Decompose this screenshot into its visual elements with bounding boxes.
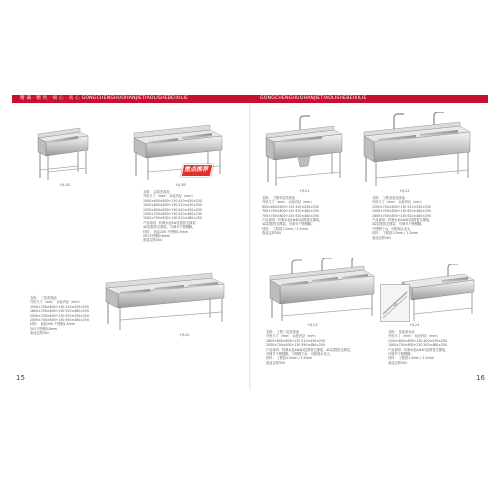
product-code-p6: HJ-23 xyxy=(308,323,318,327)
product-code-p7: HJ-24 xyxy=(410,323,420,327)
spec-block-p7: 名称： 单星流水池 外形尺寸（mm） 水池内径（mm） 1200×600×800+130 400×430×250 1500×700×800+130 500×480×250 产品说明：机制水池4#4D层圆管支撑架， 可调节不锈钢脚。 材料： 工程款1.2mm / 1.5mm 欢迎定制304 xyxy=(388,330,449,365)
product-image-single-flow-sink xyxy=(398,264,478,322)
product-code-p1: HJ-1B xyxy=(60,183,70,187)
product-image-engineering-single-sink xyxy=(262,114,346,188)
product-image-engineering-triple-sink xyxy=(266,258,378,322)
header-text-left: 精 确 · 精 致 · 细 心 · 真 心 GONGCHENGHUOHANJIETIAOLISHEBEIXILIE xyxy=(20,96,189,101)
product-code-p3: HJ-21 xyxy=(300,189,310,193)
product-code-p5: HJ-20 xyxy=(180,333,190,337)
product-code-p4: HJ-22 xyxy=(400,189,410,193)
product-image-single-sink xyxy=(34,124,92,182)
page-gutter xyxy=(249,103,251,390)
spec-block-p5: 名称： 三星洗涤池 外形尺寸（mm） 水池内径（mm） 1500×700×800+130 410×430×250 1800×700×800+130 510×480×250 2000×700×800+130 610×430×250 2000×700×800+130 590×480×250 材料： 面品200 不锈钢1.5mm 201不锈钢0.8mm 欢迎定制304 xyxy=(30,296,89,336)
product-image-engineering-double-sink xyxy=(360,112,476,188)
page-number-right: 16 xyxy=(476,374,485,382)
spec-block-p6: 名称： 工程三星洗涤池 外形尺寸（mm） 水池内径（mm） 1800×600×800+130 510×430×250 2000×700×800+130 590×480×250 产品说明：机制水池4#4D层圆管支撑架，4D层圆管支撑架， 可调节不锈钢脚，不锈钢下水，可配制水龙头。 材料： 工程款1.2mm / 1.5mm 欢迎定制304 xyxy=(266,330,353,365)
spec-block-p2: 名称： 双星洗涤池 外形尺寸（mm） 水池内径（mm） 1000×600×800+130 410×430×250 1000×600×800+130 510×430×250 1200×600×800+130 610×430×250 1500×700×800+130 510×480×250 1500×700×800+130 610×480×250 产品说明：机制水池4#底板管支撑架 4D层圆管支撑架，可调节不锈钢脚。 材料： 面品200 不锈钢1.5mm 201不锈钢0.8mm 欢迎定制304 xyxy=(143,190,202,243)
page-number-left: 15 xyxy=(16,374,25,382)
product-code-p2: HJ-1B xyxy=(176,183,186,187)
product-image-triple-sink xyxy=(100,270,230,332)
header-text-right: GONGCHENGHUOHANJIETIAOLISHEBEIXILIE xyxy=(260,96,367,101)
spec-block-p4: 名称： 工程双星洗涤池 外形尺寸（mm） 水池内径（mm） 1200×700×800+130 510×430×250 1500×700×800+130 610×480×250 1800×700×800+130 610×480×250 产品说明：机制水池4#4D层圆管支撑架， 4D层圆管支撑架，可调节不锈钢脚， 不锈钢下水，可配制水龙头。 材料： 工程款1.2mm / 1.5mm 欢迎定制304 xyxy=(372,196,433,240)
recommended-badge-left: 重点推荐 xyxy=(182,164,210,175)
spec-block-p3: 名称： 工程单星洗涤池 外形尺寸（mm） 水池内径（mm） 600×600×800+130 410×430×250 700×700×800+130 510×480×250 700×700×800+130 610×480×250 产品说明：机制水池4#4D层圆管支撑架， 4D层圆管支撑架，可调节不锈钢脚。 材料： 工程款1.2mm / 1.5mm 欢迎定制304 xyxy=(262,196,323,236)
product-image-double-sink xyxy=(128,120,228,182)
detail-inset-image xyxy=(380,284,410,322)
header-band xyxy=(12,95,488,103)
